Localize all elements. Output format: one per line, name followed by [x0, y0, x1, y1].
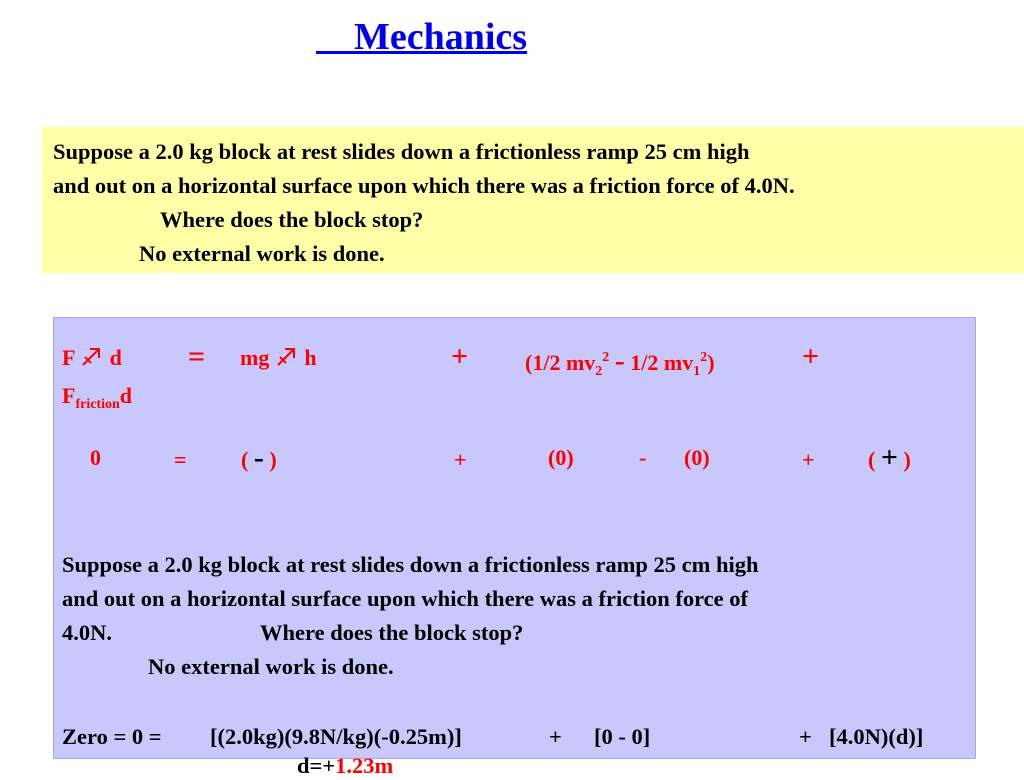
- sign-group-2: ( + ): [868, 441, 911, 474]
- eq-term-fd: [62, 344, 122, 372]
- answer-value: 1.23m: [335, 753, 394, 778]
- restated-line-3a: 4.0N.: [62, 620, 112, 645]
- delta-arrow-icon: [275, 344, 299, 368]
- solution-term-kinetic: [0 - 0]: [594, 724, 651, 749]
- solution-answer: [297, 752, 393, 780]
- eq-term-mgh: [240, 344, 317, 372]
- sign-zero-b: (0): [684, 445, 710, 470]
- problem-note: No external work is done.: [139, 241, 385, 266]
- restated-line-2: and out on a horizontal surface upon which there was a friction force of: [62, 586, 749, 611]
- restated-line-1: Suppose a 2.0 kg block at rest slides down a frictionless ramp 25 cm high: [62, 552, 759, 577]
- solution-term-friction: [4.0N)(d)]: [829, 724, 924, 749]
- eq-mg-symbol: mg: [240, 345, 270, 370]
- eq-equals: =: [188, 340, 206, 373]
- problem-line-1: Suppose a 2.0 kg block at rest slides down a frictionless ramp 25 cm high: [53, 139, 750, 164]
- problem-question: Where does the block stop?: [160, 207, 424, 232]
- eq-distance-symbol: d: [109, 345, 122, 370]
- eq-term-friction: $F_{friction}d$: [62, 383, 133, 412]
- restated-note: No external work is done.: [148, 654, 394, 679]
- eq-height-symbol: h: [304, 345, 317, 370]
- eq-term-kinetic: (1/2 $mv_2^2 - 1/2$ $mv_1^2$): [525, 344, 715, 379]
- sign-positive: +: [880, 441, 898, 474]
- sign-plus-2: +: [802, 447, 815, 472]
- sign-minus: -: [639, 445, 647, 470]
- sign-plus-1: +: [454, 447, 467, 472]
- problem-statement-box: [42, 127, 1024, 273]
- sign-group-1: ( - ): [241, 441, 277, 474]
- eq-plus-1: +: [451, 340, 469, 373]
- sign-zero: 0: [90, 445, 101, 470]
- eq-force-symbol: F: [62, 345, 75, 370]
- delta-arrow-icon: [80, 344, 104, 368]
- solution-plus-1: +: [549, 724, 562, 749]
- restated-question: Where does the block stop?: [260, 620, 524, 645]
- sign-zero-a: (0): [548, 445, 574, 470]
- solution-zero-equals: Zero = 0 =: [62, 724, 162, 749]
- answer-label: d=+: [297, 753, 336, 778]
- sign-negative: -: [253, 441, 264, 474]
- problem-line-2: and out on a horizontal surface upon which there was a friction force of 4.0N.: [53, 173, 795, 198]
- page-title: Mechanics: [354, 16, 528, 58]
- solution-term-potential: [(2.0kg)(9.8N/kg)(-0.25m)]: [210, 724, 462, 749]
- solution-plus-2: +: [799, 724, 812, 749]
- work-box: [53, 317, 976, 778]
- sign-equals: =: [174, 447, 187, 472]
- eq-plus-2: +: [802, 340, 820, 373]
